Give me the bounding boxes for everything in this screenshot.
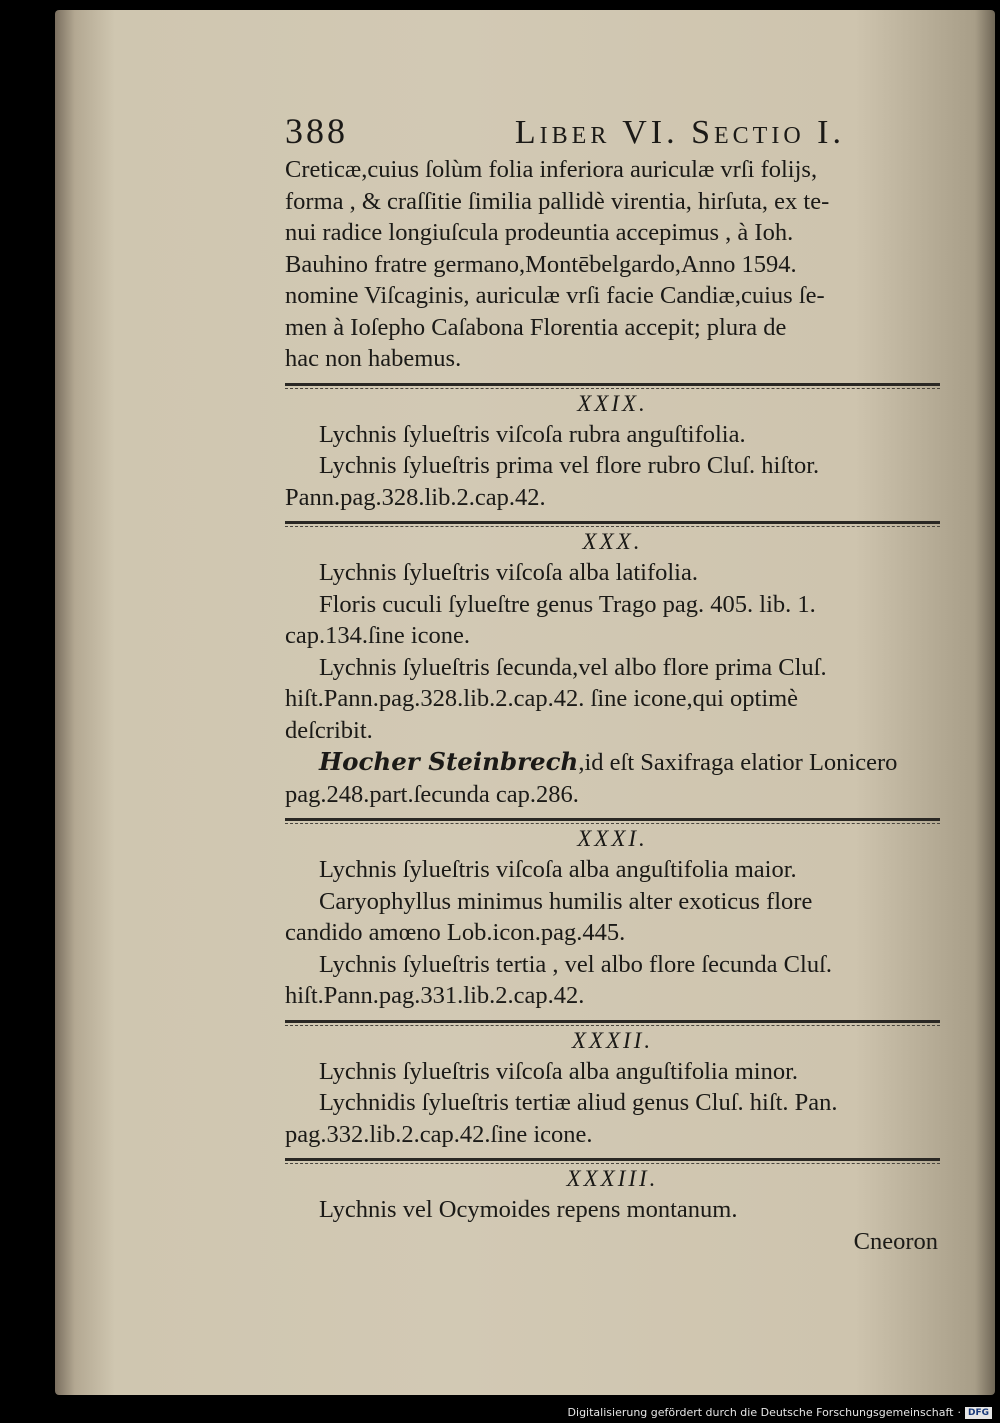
digitization-credit: Digitalisierung gefördert durch die Deutsche Forschungsgemeinschaft · DFG: [568, 1406, 992, 1419]
book-page: [285, 110, 940, 1257]
entry-line: Lychnis ſylueſtris viſcoſa rubra anguſtifolia.: [319, 420, 746, 448]
entry-line: Lychnis ſylueſtris tertia , vel albo flore ſecunda Cluſ.: [319, 950, 833, 978]
intro-line: men à Ioſepho Caſabona Florentia accepit; plura de: [285, 313, 787, 341]
entry-line: hiſt.Pann.pag.328.lib.2.cap.42. ſine icone,qui optimè: [285, 685, 799, 712]
running-title: Liber VI. Sectio I.: [514, 114, 845, 151]
entry-line: candido amœno Lob.icon.pag.445.: [285, 919, 626, 946]
credit-text: Digitalisierung gefördert durch die Deutsche Forschungsgemeinschaft: [567, 1406, 954, 1419]
intro-line: Bauhino fratre germano,Montēbelgardo,Anno 1594.: [285, 250, 797, 278]
entry-line: Lychnis ſylueſtris ſecunda,vel albo flore prima Cluſ.: [319, 653, 827, 681]
section-divider: [285, 383, 940, 386]
entry-line: Lychnis vel Ocymoides repens montanum.: [319, 1196, 738, 1223]
page-number: 388: [285, 111, 348, 151]
intro-paragraph: [285, 154, 940, 375]
section-divider: [285, 521, 940, 524]
entry-line: Lychnis ſylueſtris viſcoſa alba anguſtifolia minor.: [319, 1057, 799, 1085]
dfg-logo: DFG: [965, 1407, 992, 1419]
entry-line: cap.134.ſine icone.: [285, 622, 471, 649]
section-divider: [285, 1020, 940, 1023]
entry-line: pag.332.lib.2.cap.42.ſine icone.: [285, 1120, 593, 1148]
entry-line: pag.248.part.ſecunda cap.286.: [285, 780, 579, 808]
entry-line: Floris cuculi ſylueſtre genus Trago pag. 405. lib. 1.: [319, 590, 816, 618]
entry-line: [285, 746, 940, 779]
intro-line: forma , & craſſitie ſimilia pallidè virentia, hirſuta, ex te-: [285, 187, 830, 215]
entry-number: XXIX.: [577, 390, 648, 416]
catchword: Cneoron: [853, 1227, 938, 1255]
entry-line: Pann.pag.328.lib.2.cap.42.: [285, 483, 546, 511]
entry-line: Lychnis ſylueſtris viſcoſa alba latifolia.: [319, 559, 698, 586]
page-header: [285, 110, 940, 154]
entry-number: XXXII.: [571, 1027, 654, 1053]
entry-text: [285, 557, 940, 810]
section-divider: [285, 1158, 940, 1161]
entry-number: XXXIII.: [566, 1166, 659, 1191]
entries-list: [285, 383, 940, 1226]
entry-line: deſcribit.: [285, 716, 373, 744]
entry-text: [285, 1056, 940, 1151]
entry-number: XXX.: [582, 529, 643, 554]
entry-text: [285, 1194, 940, 1226]
entry-line: Caryophyllus minimus humilis alter exoticus flore: [319, 887, 813, 915]
entry-line: Lychnis ſylueſtris prima vel flore rubro Cluſ. hiſtor.: [319, 452, 820, 479]
fraktur-term: Hocher Steinbrech: [319, 747, 579, 776]
intro-line: nomine Viſcaginis, auriculæ vrſi facie Candiæ,cuius ſe-: [285, 282, 825, 309]
entry-number: XXXI.: [577, 826, 648, 851]
intro-line: nui radice longiuſcula prodeuntia accepimus , à Ioh.: [285, 219, 794, 246]
entry-line-rest: ,id eſt Saxifraga elatior Lonicero: [578, 749, 898, 776]
section-divider: [285, 818, 940, 821]
entry-text: [285, 854, 940, 1012]
entry-line: hiſt.Pann.pag.331.lib.2.cap.42.: [285, 982, 585, 1009]
intro-line: Creticæ,cuius ſolùm folia inferiora auriculæ vrſi folijs,: [285, 156, 818, 183]
entry-text: [285, 419, 940, 514]
entry-line: Lychnis ſylueſtris viſcoſa alba anguſtifolia maior.: [319, 856, 797, 883]
entry-line: Lychnidis ſylueſtris tertiæ aliud genus Cluſ. hiſt. Pan.: [319, 1089, 838, 1116]
intro-line: hac non habemus.: [285, 345, 462, 372]
